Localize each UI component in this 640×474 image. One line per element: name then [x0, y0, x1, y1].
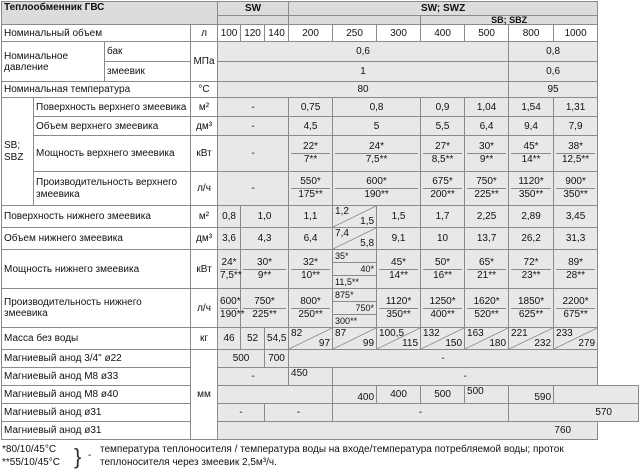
- upper-area-unit: м²: [191, 98, 218, 117]
- lower-area-cell: 0,8: [218, 206, 241, 228]
- upper-power-cell: 38* 12,5**: [554, 136, 598, 172]
- lower-power-cell: 50* 16**: [421, 250, 465, 289]
- upper-area-dash: -: [218, 98, 289, 117]
- upper-power-dash: -: [218, 136, 289, 172]
- lower-area-cell: 1,5: [377, 206, 421, 228]
- footnote-text-1: температура теплоносителя / температура воды на входе/температура потребляемой воды; проток: [100, 444, 564, 455]
- group-sb-sbz: SB; SBZ: [421, 16, 598, 25]
- mass-cell: 52: [241, 328, 265, 350]
- lower-area-label: Поверхность нижнего змеевика: [2, 206, 191, 228]
- footnote-dash: -: [88, 450, 92, 461]
- row-volume: [2, 25, 639, 42]
- temp-unit: °C: [191, 82, 218, 98]
- lower-power-cell: 89* 28**: [554, 250, 598, 289]
- volume-cell: 120: [241, 25, 265, 42]
- temp-label: Номинальная температура: [2, 82, 191, 98]
- lower-prod-cell: 800* 250**: [289, 289, 333, 328]
- anode3-cell: 500: [421, 386, 465, 404]
- lower-prod-cell: 1850* 625**: [509, 289, 554, 328]
- temp-a: 80: [218, 82, 509, 98]
- upper-power-cell: 45* 14**: [509, 136, 554, 172]
- upper-power-cell: 22* 7**: [289, 136, 333, 172]
- lower-prod-cell: 2200* 675**: [554, 289, 598, 328]
- mass-cell: 233 279: [554, 328, 598, 350]
- anode-unit: мм: [191, 350, 218, 440]
- lower-power-cell: 65* 21**: [465, 250, 509, 289]
- lower-power-cell: 30* 9**: [241, 250, 289, 289]
- anode3-cell: 400: [333, 386, 377, 404]
- upper-vol-dash: -: [218, 117, 289, 136]
- lower-vol-cell: 31,3: [554, 228, 598, 250]
- upper-prod-cell: 1120* 350**: [509, 172, 554, 206]
- footnote-key-2: **55/10/45°C: [2, 457, 60, 468]
- lower-area-cell: 2,25: [465, 206, 509, 228]
- upper-power-label: Мощность верхнего змеевика: [34, 136, 191, 172]
- mass-cell: 82 97: [289, 328, 333, 350]
- table-title: Теплообменник ГВС: [2, 2, 218, 25]
- lower-power-cell: 72* 23**: [509, 250, 554, 289]
- anode1-cell: 500: [218, 350, 265, 368]
- upper-vol-cell: 6,4: [465, 117, 509, 136]
- anode2-cell: -: [218, 368, 289, 386]
- row-lower-prod: [2, 289, 639, 328]
- upper-prod-cell: 550* 175**: [289, 172, 333, 206]
- row-lower-power: [2, 250, 639, 289]
- mass-cell: 221 232: [509, 328, 554, 350]
- anode4-cell: -: [218, 404, 265, 422]
- pressure-label: Номинальное давление: [2, 42, 105, 82]
- upper-prod-dash: -: [218, 172, 289, 206]
- pressure-coil-b: 0,6: [509, 62, 598, 82]
- volume-cell: 140: [265, 25, 289, 42]
- pressure-tank-label: бак: [105, 42, 191, 62]
- lower-vol-cell: 4,3: [241, 228, 289, 250]
- pressure-unit: МПа: [191, 42, 218, 82]
- row-temp: [2, 82, 639, 98]
- volume-cell: 200: [289, 25, 333, 42]
- lower-prod-cell: 1620* 520**: [465, 289, 509, 328]
- upper-vol-cell: 4,5: [289, 117, 333, 136]
- anode4-cell: -: [333, 404, 509, 422]
- upper-vol-cell: 5,5: [421, 117, 465, 136]
- lower-area-cell: 1,7: [421, 206, 465, 228]
- lower-vol-unit: дм³: [191, 228, 218, 250]
- anode4-cell: -: [265, 404, 333, 422]
- spec-table: [1, 1, 639, 440]
- anode3-cell: 400: [377, 386, 421, 404]
- upper-vol-cell: 5: [333, 117, 421, 136]
- upper-vol-label: Объем верхнего змеевика: [34, 117, 191, 136]
- lower-prod-cell: 600* 190**: [218, 289, 241, 328]
- lower-power-cell: 24* 7,5**: [218, 250, 241, 289]
- mass-cell: 132 150: [421, 328, 465, 350]
- upper-power-unit: кВт: [191, 136, 218, 172]
- upper-power-cell: 24* 7,5**: [333, 136, 421, 172]
- upper-prod-label: Производительность верхнего змеевика: [34, 172, 191, 206]
- volume-cell: 1000: [554, 25, 598, 42]
- anode2-cell: -: [333, 368, 598, 386]
- anode3-label: Магниевый анод М8 ø40: [2, 386, 191, 404]
- row-anode-1: [2, 350, 639, 368]
- volume-cell: 500: [465, 25, 509, 42]
- group-sw-swz: SW; SWZ: [289, 2, 598, 16]
- lower-area-cell: 1,2 1,5: [333, 206, 377, 228]
- lower-power-cell: 35* 40* 11,5**: [333, 250, 377, 289]
- lower-prod-cell: 1120* 350**: [377, 289, 421, 328]
- upper-area-cell: 0,8: [333, 98, 421, 117]
- lower-prod-cell: 750* 225**: [241, 289, 289, 328]
- anode4-label: Магниевый анод ø31: [2, 404, 191, 422]
- anode4-cell: 570: [509, 404, 639, 422]
- temp-b: 95: [509, 82, 598, 98]
- lower-power-label: Мощность нижнего змеевика: [2, 250, 191, 289]
- sb-sbz-label: SB; SBZ: [2, 98, 34, 206]
- lower-vol-cell: 3,6: [218, 228, 241, 250]
- group-sw: SW: [218, 2, 289, 16]
- upper-area-cell: 0,75: [289, 98, 333, 117]
- lower-area-cell: 2,89: [509, 206, 554, 228]
- upper-power-cell: 27* 8,5**: [421, 136, 465, 172]
- lower-vol-label: Объем нижнего змеевика: [2, 228, 191, 250]
- row-lower-area: [2, 206, 639, 228]
- lower-vol-cell: 7,4 5,8: [333, 228, 377, 250]
- lower-area-cell: 1,0: [241, 206, 289, 228]
- lower-vol-cell: 13,7: [465, 228, 509, 250]
- lower-vol-cell: 26,2: [509, 228, 554, 250]
- row-upper-vol: [2, 117, 639, 136]
- lower-power-cell: 32* 10**: [289, 250, 333, 289]
- upper-prod-cell: 750* 225**: [465, 172, 509, 206]
- upper-area-cell: 1,31: [554, 98, 598, 117]
- upper-prod-cell: 675* 200**: [421, 172, 465, 206]
- header-row-1: [2, 2, 639, 16]
- upper-prod-unit: л/ч: [191, 172, 218, 206]
- pressure-coil-label: змеевик: [105, 62, 191, 82]
- footnote-key-1: *80/10/45°C: [2, 444, 57, 455]
- lower-prod-label: Производительность нижнего змеевика: [2, 289, 191, 328]
- row-pressure-tank: [2, 42, 639, 62]
- upper-prod-cell: 900* 350**: [554, 172, 598, 206]
- mass-cell: 46: [218, 328, 241, 350]
- row-anode-5: [2, 422, 639, 440]
- anode2-cell: 450: [289, 368, 333, 386]
- anode3-cell: 590: [509, 386, 554, 404]
- row-upper-area: [2, 98, 639, 117]
- mass-label: Масса без воды: [2, 328, 191, 350]
- upper-area-cell: 1,54: [509, 98, 554, 117]
- pressure-tank-b: 0,8: [509, 42, 598, 62]
- row-anode-4: [2, 404, 639, 422]
- anode5-cell: 760: [218, 422, 598, 440]
- volume-cell: 250: [333, 25, 377, 42]
- lower-area-cell: 1,1: [289, 206, 333, 228]
- lower-area-cell: 3,45: [554, 206, 598, 228]
- mass-cell: 54,5: [265, 328, 289, 350]
- lower-vol-cell: 6,4: [289, 228, 333, 250]
- row-upper-power: [2, 136, 639, 172]
- upper-power-cell: 30* 9**: [465, 136, 509, 172]
- volume-cell: 300: [377, 25, 421, 42]
- lower-power-unit: кВт: [191, 250, 218, 289]
- lower-power-cell: 45* 14**: [377, 250, 421, 289]
- lower-area-unit: м²: [191, 206, 218, 228]
- anode1-label: Магниевый анод 3/4" ø22: [2, 350, 191, 368]
- anode3-cell: 500: [465, 386, 509, 404]
- row-mass: [2, 328, 639, 350]
- anode2-label: Магниевый анод М8 ø33: [2, 368, 191, 386]
- upper-area-label: Поверхность верхнего змеевика: [34, 98, 191, 117]
- row-upper-prod: [2, 172, 639, 206]
- upper-area-cell: 0,9: [421, 98, 465, 117]
- volume-unit: л: [191, 25, 218, 42]
- upper-area-cell: 1,04: [465, 98, 509, 117]
- mass-cell: 163 180: [465, 328, 509, 350]
- mass-cell: 100,5 115: [377, 328, 421, 350]
- volume-cell: 400: [421, 25, 465, 42]
- upper-vol-cell: 9,4: [509, 117, 554, 136]
- lower-vol-cell: 10: [421, 228, 465, 250]
- volume-cell: 800: [509, 25, 554, 42]
- anode5-label: Магниевый анод ø31: [2, 422, 191, 440]
- lower-prod-cell: 875* 750* 300**: [333, 289, 377, 328]
- anode1-cell: 700: [265, 350, 289, 368]
- brace-icon: }: [74, 444, 82, 469]
- volume-label: Номинальный объем: [2, 25, 191, 42]
- row-anode-2: [2, 368, 639, 386]
- lower-vol-cell: 9,1: [377, 228, 421, 250]
- row-lower-vol: [2, 228, 639, 250]
- upper-vol-cell: 7,9: [554, 117, 598, 136]
- mass-cell: 87 99: [333, 328, 377, 350]
- lower-prod-unit: л/ч: [191, 289, 218, 328]
- lower-prod-cell: 1250* 400**: [421, 289, 465, 328]
- upper-vol-unit: дм³: [191, 117, 218, 136]
- anode1-cell: -: [289, 350, 598, 368]
- mass-unit: кг: [191, 328, 218, 350]
- upper-prod-cell: 600* 190**: [333, 172, 421, 206]
- pressure-coil-a: 1: [218, 62, 509, 82]
- volume-cell: 100: [218, 25, 241, 42]
- row-anode-3: [2, 386, 639, 404]
- pressure-tank-a: 0,6: [218, 42, 509, 62]
- footnote-text-2: теплоносителя через змеевик 2,5м³/ч.: [100, 457, 277, 468]
